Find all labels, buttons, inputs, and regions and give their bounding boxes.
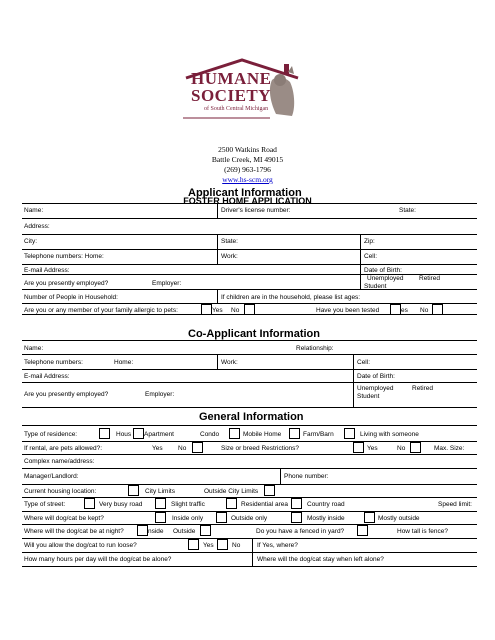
mostly-outside-checkbox[interactable]	[364, 512, 375, 523]
hours-alone-label: How many hours per day will the dog/cat be alone?	[24, 556, 172, 563]
busy-road-checkbox[interactable]	[84, 498, 95, 509]
size-no-checkbox[interactable]	[410, 442, 421, 453]
manager-label: Manager/Landlord:	[24, 473, 79, 480]
living-label: Living with someone	[360, 431, 419, 438]
applicant-phone-label: Telephone numbers: Home:	[24, 253, 104, 260]
address-city: Battle Creek, MI 49015	[211, 155, 284, 164]
logo-line2: SOCIETY	[191, 86, 272, 105]
co-relationship-label: Relationship:	[296, 345, 334, 352]
complex-label: Complex name/address:	[24, 458, 95, 465]
size-no-label: No	[397, 445, 406, 452]
applicant-work-label: Work:	[221, 253, 238, 260]
condo-label: Condo	[200, 431, 220, 438]
rental-yes-label: Yes	[152, 445, 163, 452]
residential-checkbox[interactable]	[226, 498, 237, 509]
house-label: Hous	[116, 431, 132, 438]
city-limits-label: City Limits	[145, 488, 175, 495]
rental-no-checkbox[interactable]	[192, 442, 203, 453]
size-yes-label: Yes	[367, 445, 378, 452]
outside-only-label: Outside only	[231, 515, 268, 522]
mobile-home-checkbox[interactable]	[289, 428, 300, 439]
co-dob-label: Date of Birth:	[357, 373, 395, 380]
alone-where-label: Where will the dog/cat stay when left alone?	[257, 556, 384, 563]
apartment-checkbox[interactable]	[133, 428, 144, 439]
loose-yes-box[interactable]	[188, 539, 199, 550]
night-inside-checkbox[interactable]	[137, 525, 148, 536]
fence-tall-label: How tall is fence?	[397, 528, 448, 535]
allergic-no-label: No	[231, 307, 240, 314]
applicant-zip-label: Zip:	[364, 238, 375, 245]
tested-yes-label: es	[401, 307, 408, 314]
applicant-name-label: Name:	[24, 207, 44, 214]
loose-label: Will you allow the dog/cat to run loose?	[24, 542, 137, 549]
house-checkbox[interactable]	[99, 428, 110, 439]
co-cell-label: Cell:	[357, 359, 371, 366]
size-yes-checkbox[interactable]	[353, 442, 364, 453]
applicant-state-label: State:	[399, 207, 416, 214]
applicant-address-label: Address:	[24, 223, 50, 230]
loose-no-box[interactable]	[217, 539, 228, 550]
co-unemployed-label: Unemployed	[357, 385, 394, 392]
outside-only-checkbox[interactable]	[216, 512, 227, 523]
night-outside-checkbox[interactable]	[200, 525, 211, 536]
humane-society-logo	[180, 58, 310, 122]
speed-limit-label: Speed limit:	[438, 501, 472, 508]
applicant-unemployed-label: Unemployed	[367, 275, 404, 282]
loose-yes-label: Yes	[203, 542, 214, 549]
applicant-student-label: Student	[364, 283, 387, 290]
mostly-outside-label: Mostly outside	[378, 515, 420, 522]
rental-no-label: No	[178, 445, 187, 452]
rental-label: If rental, are pets allowed?:	[24, 445, 103, 452]
night-inside-label: nside	[148, 528, 164, 535]
kept-label: Where will dog/cat be kept?	[24, 515, 104, 522]
address-street: 2500 Watkins Road	[218, 145, 277, 154]
applicant-children-label: If children are in the household, please list ages:	[221, 294, 361, 301]
fenced-label: Do you have a fenced in yard?	[256, 528, 345, 535]
tested-no-label: No	[420, 307, 429, 314]
fenced-checkbox[interactable]	[357, 525, 368, 536]
co-student-label: Student	[357, 393, 380, 400]
condo-checkbox[interactable]	[229, 428, 240, 439]
co-home-label: Home:	[114, 359, 134, 366]
loose-where-label: If Yes, where?	[257, 542, 298, 549]
inside-only-checkbox[interactable]	[155, 512, 166, 523]
farm-checkbox[interactable]	[344, 428, 355, 439]
applicant-cell-label: Cell:	[364, 253, 378, 260]
co-name-label: Name:	[24, 345, 44, 352]
size-label: Size or breed Restrictions?	[221, 445, 300, 452]
city-limits-checkbox[interactable]	[128, 485, 139, 496]
outside-limits-label: Outside City Limits	[204, 488, 259, 495]
address-phone: (269) 963-1796	[224, 165, 271, 174]
farm-label: Farm/Barn	[303, 431, 334, 438]
country-road-checkbox[interactable]	[291, 498, 302, 509]
co-phone-label: Telephone numbers:	[24, 359, 83, 366]
mobile-home-label: Mobile Home	[243, 431, 282, 438]
slight-traffic-label: Slight traffic	[171, 501, 205, 508]
allergic-yes-label: Yes	[212, 307, 223, 314]
general-heading: General Information	[199, 411, 304, 423]
applicant-employer-label: Employer:	[152, 280, 182, 287]
logo-line1: HUMANE	[191, 69, 272, 88]
applicant-people-label: Number of People in Household:	[24, 294, 118, 301]
applicant-heading: Applicant Information	[188, 187, 302, 199]
inside-only-label: Inside only	[172, 515, 204, 522]
coapplicant-heading: Co-Applicant Information	[188, 328, 320, 340]
residence-label: Type of residence:	[24, 431, 78, 438]
street-type-label: Type of street:	[24, 501, 66, 508]
logo-line3: of South Central Michigan	[204, 106, 269, 112]
night-outside-label: Outside	[173, 528, 196, 535]
slight-traffic-checkbox[interactable]	[155, 498, 166, 509]
apartment-label: Apartment	[144, 431, 174, 438]
allergic-no-checkbox[interactable]	[244, 304, 255, 315]
applicant-city-label: City:	[24, 238, 37, 245]
co-employer-label: Employer:	[145, 391, 175, 398]
loose-no-label: No	[232, 542, 241, 549]
mostly-inside-label: Mostly inside	[307, 515, 345, 522]
busy-road-label: Very busy road	[99, 501, 143, 508]
applicant-state2-label: State:	[221, 238, 238, 245]
applicant-email-label: E-mail Address:	[24, 267, 70, 274]
tested-label: Have you been tested	[316, 307, 380, 314]
outside-limits-checkbox[interactable]	[264, 485, 275, 496]
co-email-label: E-mail Address:	[24, 373, 70, 380]
applicant-dob-label: Date of Birth:	[364, 267, 402, 274]
applicant-license-label: Driver's license number:	[221, 207, 291, 214]
document-title: FOSTER HOME APPLICATION	[183, 196, 312, 206]
night-label: Where will the dog/cat be at night?	[24, 528, 124, 535]
co-employed-label: Are you presently employed?	[24, 391, 109, 398]
residential-label: Residential area	[241, 501, 288, 508]
country-road-label: Country road	[307, 501, 345, 508]
allergic-yes-checkbox[interactable]	[201, 304, 212, 315]
applicant-retired-label: Retired	[419, 275, 440, 282]
manager-phone-label: Phone number:	[284, 473, 329, 480]
co-work-label: Work:	[221, 359, 238, 366]
website-link[interactable]: www.hs-scm.org	[222, 175, 273, 184]
co-retired-label: Retired	[412, 385, 433, 392]
tested-no-checkbox[interactable]	[432, 304, 443, 315]
tested-yes-checkbox[interactable]	[390, 304, 401, 315]
applicant-allergic-label: Are you or any member of your family allergic to pets:	[24, 307, 178, 314]
location-label: Current housing location:	[24, 488, 97, 495]
applicant-employed-label: Are you presently employed?	[24, 280, 109, 287]
max-size-label: Max. Size:	[434, 445, 465, 452]
mostly-inside-checkbox[interactable]	[291, 512, 302, 523]
